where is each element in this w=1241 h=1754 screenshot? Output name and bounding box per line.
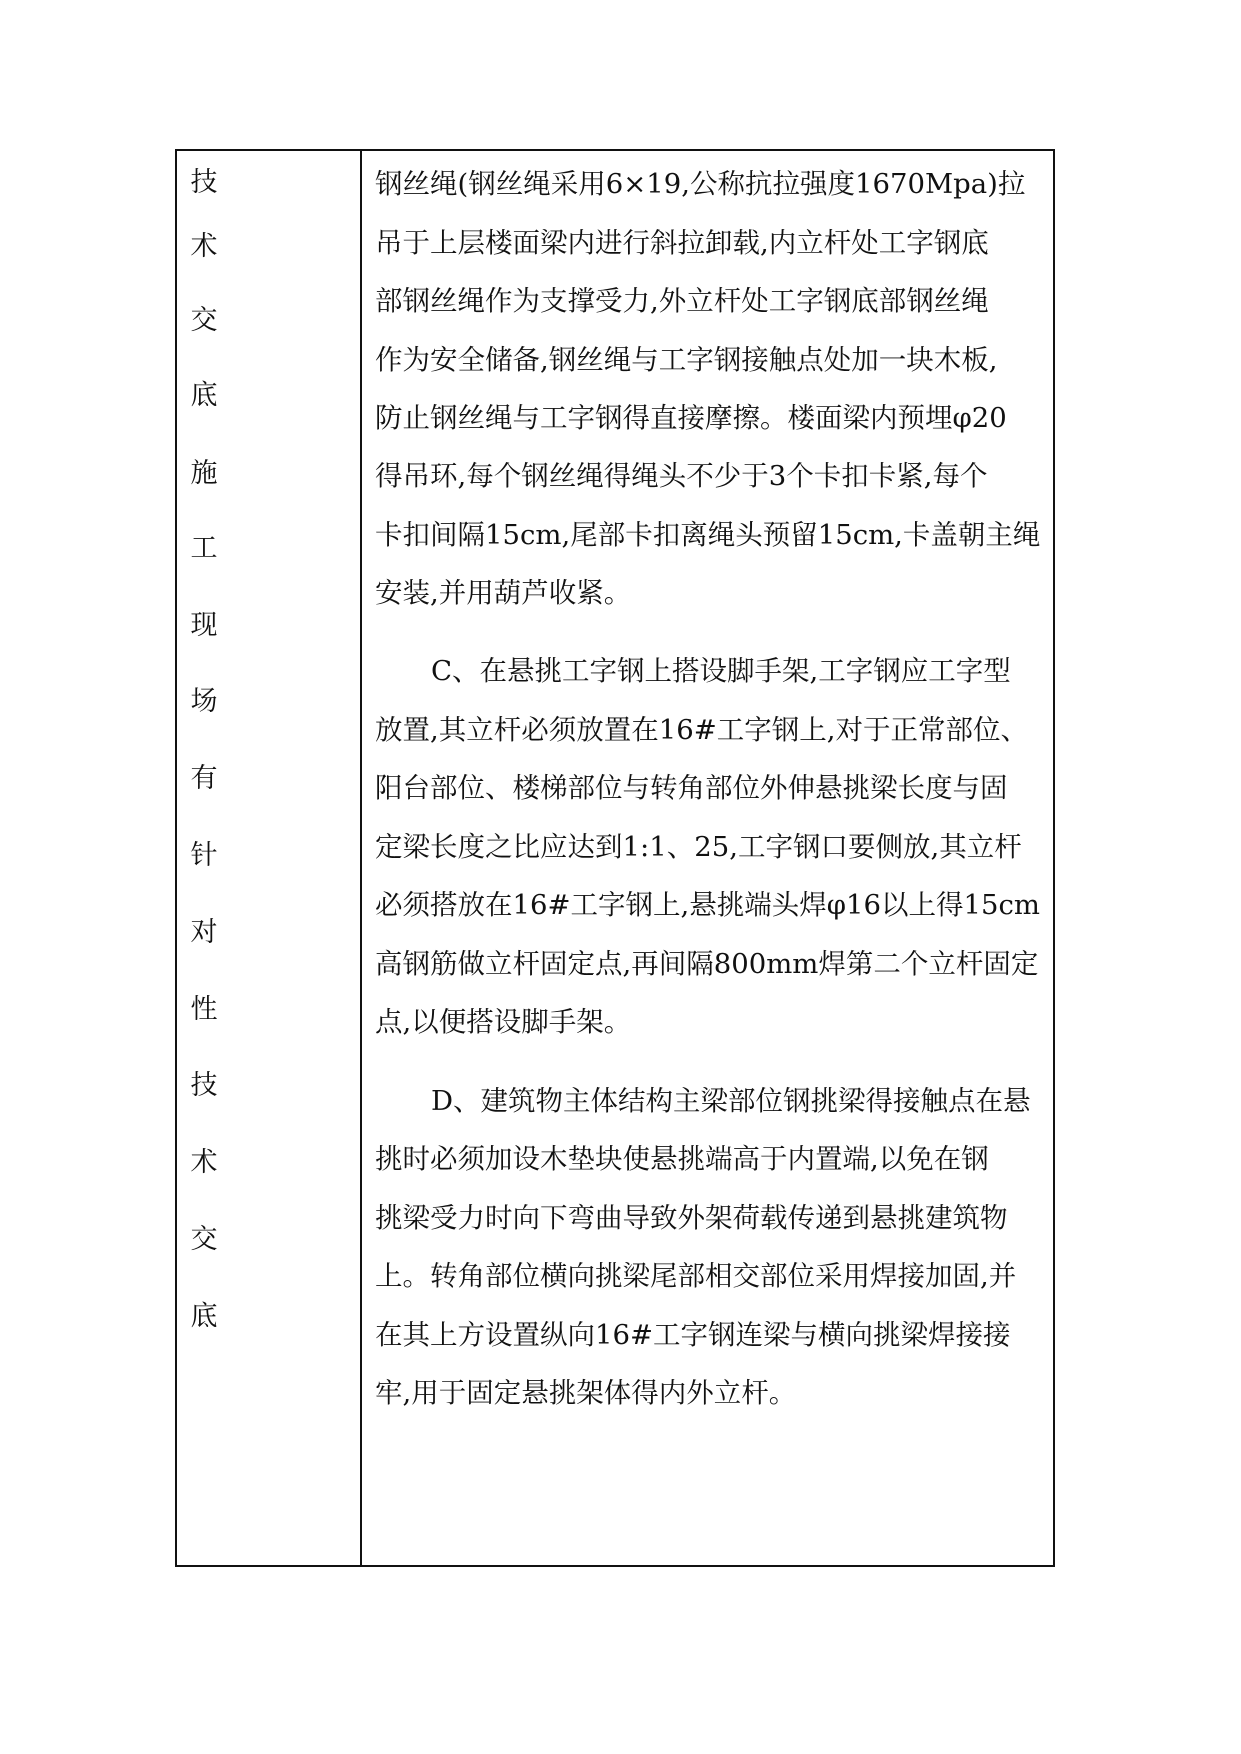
label-char: 施: [190, 458, 218, 489]
text-line: 防止钢丝绳与工字钢得直接摩擦。楼面梁内预埋φ20: [375, 402, 1007, 434]
text-line: 高钢筋做立杆固定点,再间隔800mm焊第二个立杆固定: [375, 948, 1039, 980]
label-column: [177, 151, 360, 1565]
label-char: 底: [190, 380, 218, 411]
text-line: 上。转角部位横向挑梁尾部相交部位采用焊接加固,并: [375, 1260, 1017, 1292]
text-line: 得吊环,每个钢丝绳得绳头不少于3个卡扣卡紧,每个: [375, 460, 988, 492]
label-char: 术: [190, 231, 218, 262]
label-char: 技: [190, 167, 218, 198]
label-char: 底: [190, 1301, 218, 1332]
text-line: 定梁长度之比应达到1:1、25,工字钢口要侧放,其立杆: [375, 831, 1022, 863]
label-char: 交: [190, 305, 218, 336]
text-line: D、建筑物主体结构主梁部位钢挑梁得接触点在悬: [431, 1085, 1031, 1117]
label-char: 现: [190, 610, 218, 641]
label-char: 技: [190, 1070, 218, 1101]
text-line: 牢,用于固定悬挑架体得内外立杆。: [375, 1377, 797, 1409]
label-char: 对: [190, 917, 218, 948]
label-char: 有: [190, 763, 218, 794]
text-line: 放置,其立杆必须放置在16#工字钢上,对于正常部位、: [375, 714, 1029, 746]
label-char: 术: [190, 1147, 218, 1178]
text-line: 挑时必须加设木垫块使悬挑端高于内置端,以免在钢: [375, 1143, 989, 1175]
text-line: 在其上方设置纵向16#工字钢连梁与横向挑梁焊接接: [375, 1319, 1011, 1351]
text-line: 部钢丝绳作为支撑受力,外立杆处工字钢底部钢丝绳: [375, 285, 989, 317]
column-divider: [360, 151, 362, 1565]
text-line: 卡扣间隔15cm,尾部卡扣离绳头预留15cm,卡盖朝主绳: [375, 519, 1041, 551]
text-line: 安装,并用葫芦收紧。: [375, 577, 632, 609]
label-char: 针: [190, 840, 218, 871]
text-line: 阳台部位、楼梯部位与转角部位外伸悬挑梁长度与固: [375, 772, 1008, 804]
text-line: 作为安全储备,钢丝绳与工字钢接触点处加一块木板,: [375, 344, 998, 376]
text-line: 钢丝绳(钢丝绳采用6×19,公称抗拉强度1670Mpa)拉: [375, 168, 1026, 200]
text-line: 吊于上层楼面梁内进行斜拉卸载,内立杆处工字钢底: [375, 227, 989, 259]
label-char: 工: [190, 533, 218, 564]
text-line: C、在悬挑工字钢上搭设脚手架,工字钢应工字型: [431, 655, 1011, 687]
text-line: 挑梁受力时向下弯曲导致外架荷载传递到悬挑建筑物: [375, 1202, 1008, 1234]
label-char: 场: [190, 686, 218, 717]
disclosure-table: [175, 149, 1055, 1567]
label-char: 性: [190, 994, 218, 1025]
text-line: 点,以便搭设脚手架。: [375, 1006, 632, 1038]
text-line: 必须搭放在16#工字钢上,悬挑端头焊φ16以上得15cm: [375, 889, 1040, 921]
label-char: 交: [190, 1224, 218, 1255]
